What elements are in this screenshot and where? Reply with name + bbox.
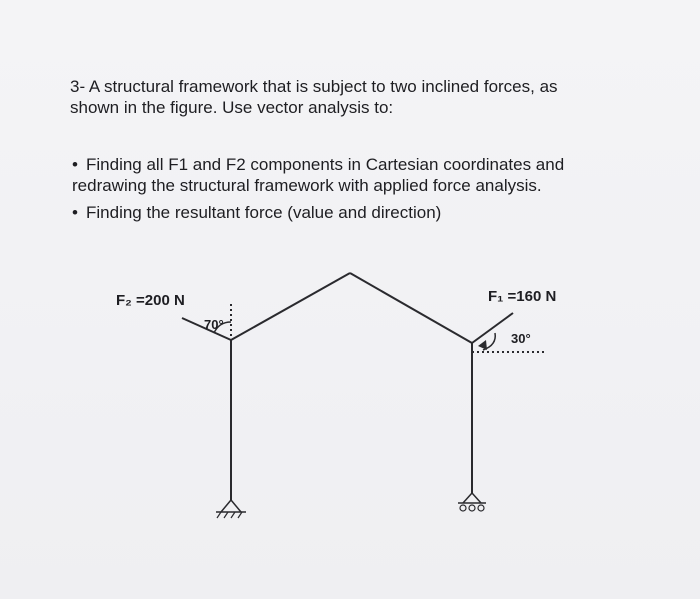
task-2-line-1: Finding the resultant force (value and direction) bbox=[86, 203, 442, 222]
f1-arrowhead-icon bbox=[478, 340, 487, 350]
f1-force-line bbox=[472, 313, 513, 343]
f1-label: F₁ =160 N bbox=[488, 288, 557, 305]
angle-label-right: 30° bbox=[511, 331, 531, 346]
angle-label-left: 70° bbox=[204, 317, 224, 332]
right-roller-support-icon bbox=[458, 493, 486, 511]
left-pin-support-icon bbox=[216, 500, 246, 518]
problem-line-1: 3- A structural framework that is subject to two inclined forces, as bbox=[70, 77, 558, 96]
f2-label: F₂ =200 N bbox=[116, 292, 185, 309]
task-1-line-2: redrawing the structural framework with applied force analysis. bbox=[72, 176, 542, 195]
bullet-icon: • bbox=[72, 203, 78, 222]
task-1-line-1: Finding all F1 and F2 components in Cartesian coordinates and bbox=[86, 155, 565, 174]
roof-right-member bbox=[350, 273, 472, 343]
roof-left-member bbox=[231, 273, 350, 340]
bullet-icon: • bbox=[72, 155, 78, 174]
problem-line-2: shown in the figure. Use vector analysis to: bbox=[70, 98, 394, 117]
